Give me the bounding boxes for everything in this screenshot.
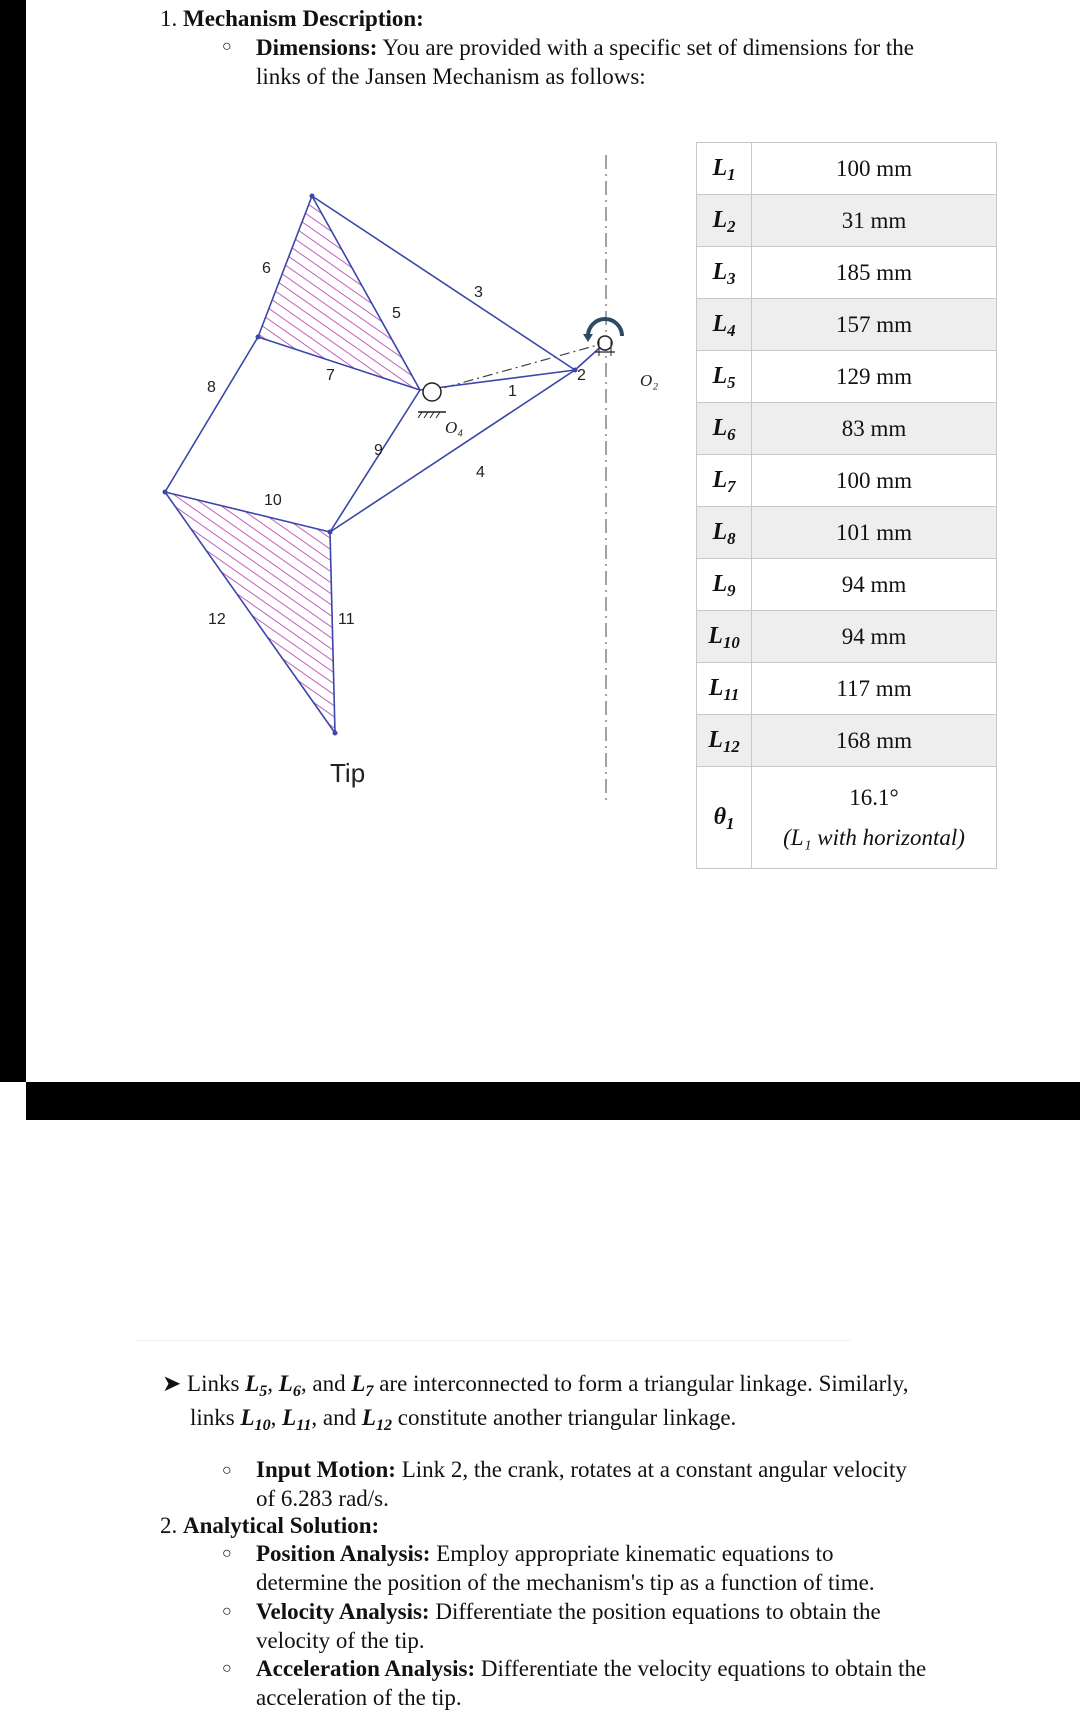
label-link-10: 10 <box>264 492 282 509</box>
table-row-theta: $\theta_1$ 16.1° (L₁ with horizontal) <box>697 767 997 869</box>
table-row: $L_{10}$ 94 mm <box>697 611 997 663</box>
table-value: 94 mm <box>752 611 997 663</box>
table-value: 168 mm <box>752 715 997 767</box>
table-value: 100 mm <box>752 143 997 195</box>
label-link-2: 2 <box>577 367 586 384</box>
faint-separator <box>135 1340 850 1341</box>
velocity-analysis-item: Velocity Analysis: Differentiate the position equations to obtain the velocity of the tip. <box>256 1599 881 1653</box>
table-row: $L_1$ 100 mm <box>697 143 997 195</box>
table-value: 94 mm <box>752 559 997 611</box>
label-link-9: 9 <box>374 442 383 459</box>
section-2-title: Analytical Solution: <box>183 1513 380 1538</box>
jansen-mechanism-diagram <box>150 140 690 800</box>
table-row: $L_5$ 129 mm <box>697 351 997 403</box>
acceleration-analysis-item: Acceleration Analysis: Differentiate the velocity equations to obtain the acceleration of the tip. <box>256 1656 927 1710</box>
position-analysis-item: Position Analysis: Employ appropriate kinematic equations to determine the position of the mechanism's tip as a function of time. <box>256 1541 875 1595</box>
section-1-number: 1. <box>160 6 178 31</box>
table-row: $L_7$ 100 mm <box>697 455 997 507</box>
label-link-6: 6 <box>262 260 271 277</box>
table-row: $L_6$ 83 mm <box>697 403 997 455</box>
table-row: $L_3$ 185 mm <box>697 247 997 299</box>
label-o2: O₂ <box>640 371 659 390</box>
label-link-3: 3 <box>474 284 483 301</box>
label-link-12: 12 <box>208 611 226 628</box>
theta-value: 16.1° <box>849 784 899 810</box>
section-1-title: Mechanism Description: <box>183 6 424 31</box>
links-note: ➤ Links $L_5$, $L_6$, and $L_7$ are interconnected to form a triangular linkage. Similarly, links $L_{10}$, $L_{11}$, and $L_{12}$ constitute another triangular linkage. <box>162 1371 909 1434</box>
table-value: 157 mm <box>752 299 997 351</box>
input-motion-paragraph: Input Motion: Link 2, the crank, rotates at a constant angular velocity of 6.283 rad/s. <box>256 1457 907 1511</box>
table-value: 100 mm <box>752 455 997 507</box>
table-row: $L_{11}$ 117 mm <box>697 663 997 715</box>
dimensions-text-1: You are provided with a specific set of dimensions for the <box>382 35 914 60</box>
bullet-icon: ○ <box>222 1462 232 1479</box>
section-2-heading: 2. Analytical Solution: <box>160 1513 380 1538</box>
o2-crank-icon <box>583 319 622 356</box>
table-value: 185 mm <box>752 247 997 299</box>
table-value: 31 mm <box>752 195 997 247</box>
label-link-8: 8 <box>207 379 216 396</box>
input-motion-label: Input Motion: <box>256 1457 396 1482</box>
table-row: $L_4$ 157 mm <box>697 299 997 351</box>
arrow-bullet-icon: ➤ <box>162 1371 182 1396</box>
bullet-icon: ○ <box>222 38 232 55</box>
label-link-4: 4 <box>476 464 485 481</box>
bullet-icon: ○ <box>222 1660 232 1677</box>
link-9 <box>330 390 420 532</box>
o4-pivot-icon <box>418 383 446 418</box>
dimensions-table <box>696 142 997 869</box>
table-row: $L_8$ 101 mm <box>697 507 997 559</box>
bullet-icon: ○ <box>222 1545 232 1562</box>
dimensions-text-2: links of the Jansen Mechanism as follows: <box>256 64 646 89</box>
label-tip: Tip <box>330 758 366 788</box>
left-black-bar <box>0 0 26 1082</box>
label-link-7: 7 <box>326 367 335 384</box>
section-1-heading <box>160 4 424 33</box>
label-link-1: 1 <box>508 383 517 400</box>
link-4 <box>330 370 575 532</box>
table-value: 101 mm <box>752 507 997 559</box>
theta-note: (L₁ with horizontal) <box>783 824 965 850</box>
table-row: $L_2$ 31 mm <box>697 195 997 247</box>
table-value: 129 mm <box>752 351 997 403</box>
dimensions-label: Dimensions: <box>256 35 378 60</box>
table-value: 83 mm <box>752 403 997 455</box>
table-row: $L_{12}$ 168 mm <box>697 715 997 767</box>
table-value: 117 mm <box>752 663 997 715</box>
bullet-icon: ○ <box>222 1603 232 1620</box>
label-link-5: 5 <box>392 305 401 322</box>
table-row: $L_9$ 94 mm <box>697 559 997 611</box>
dimensions-paragraph <box>256 33 1016 91</box>
link-8 <box>165 337 258 492</box>
label-o4: O₄ <box>445 418 464 437</box>
upper-triangle-hatch <box>258 196 420 390</box>
label-link-11: 11 <box>338 611 355 628</box>
middle-black-bar <box>26 1082 1080 1120</box>
